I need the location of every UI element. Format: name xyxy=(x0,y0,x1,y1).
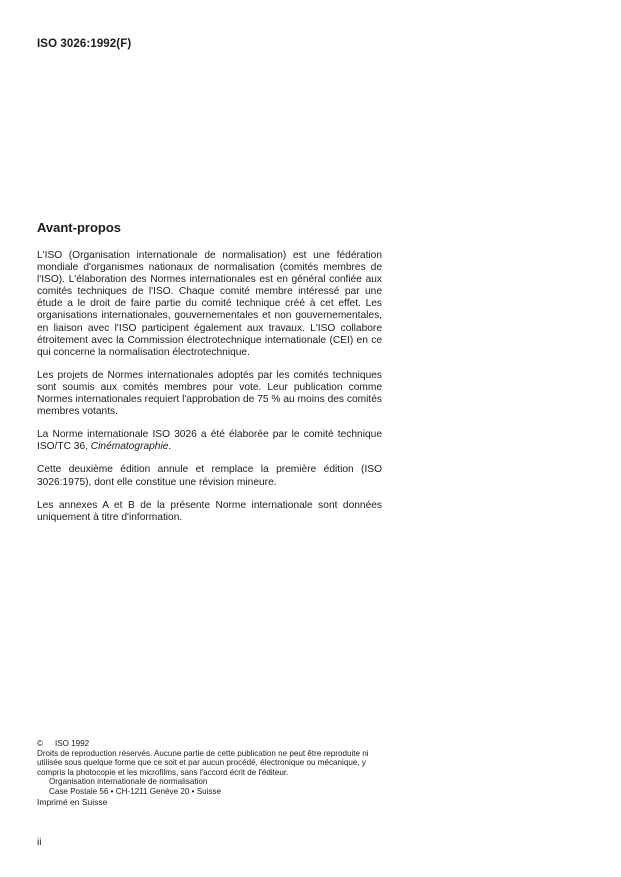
document-id: ISO 3026:1992(F) xyxy=(37,38,132,50)
paragraph-3-text: La Norme internationale ISO 3026 a été élaborée par le comité technique ISO/TC 36, xyxy=(37,429,382,453)
committee-name: Cinématographie xyxy=(90,441,169,453)
copyright-symbol: © xyxy=(37,739,43,748)
foreword-paragraph-4: Cette deuxième édition annule et remplace la première édition (ISO 3026:1975), dont elle constitue une révision mineure. xyxy=(37,464,382,488)
publisher-org: Organisation internationale de normalisation xyxy=(49,777,208,787)
copyright-owner: ISO 1992 xyxy=(54,739,90,748)
copyright-line xyxy=(37,739,382,749)
rights-text: Droits de reproduction réservés. Aucune partie de cette publication ne peut être reproduite ni utilisée sous quelque forme que ce soit et par aucun procédé, électronique ou mécanique, y compris la photocopie et les microfilms, sans l'accord écrit de l'éditeur. xyxy=(37,748,369,777)
page-number: ii xyxy=(37,837,42,848)
foreword-paragraph-2: Les projets de Normes internationales adoptés par les comités techniques sont soumis aux comités membres pour vote. Leur publication comme Normes internationales requiert l'approbation de 75 % au moins des comités membres votants. xyxy=(37,369,382,418)
printed-in: Imprimé en Suisse xyxy=(37,797,108,807)
foreword-title: Avant-propos xyxy=(37,220,122,235)
foreword-paragraph-3 xyxy=(37,429,382,453)
publisher-address: Case Postale 56 • CH-1211 Genève 20 • Suisse xyxy=(49,786,221,796)
paragraph-3-end: . xyxy=(168,441,172,453)
copyright-notice xyxy=(37,739,382,797)
foreword-paragraph-5: Les annexes A et B de la présente Norme internationale sont données uniquement à titre d'information. xyxy=(37,499,382,523)
foreword-paragraph-1: L'ISO (Organisation internationale de normalisation) est une fédération mondiale d'organismes nationaux de normalisation (comités membres de l'ISO). L'élaboration des Normes internationales est en général confiée aux comités techniques de l'ISO. Chaque comité membre intéressé par une étude a le droit de faire partie du comité technique créé à cet effet. Les organisations internationales, gouvernementales et non gouvernementales, en liaison avec l'ISO participent également aux travaux. L'ISO collabore étroitement avec la Commission électrotechnique internationale (CEI) en ce qui concerne la normalisation électrotechnique. xyxy=(37,250,382,358)
foreword-body xyxy=(37,250,382,535)
